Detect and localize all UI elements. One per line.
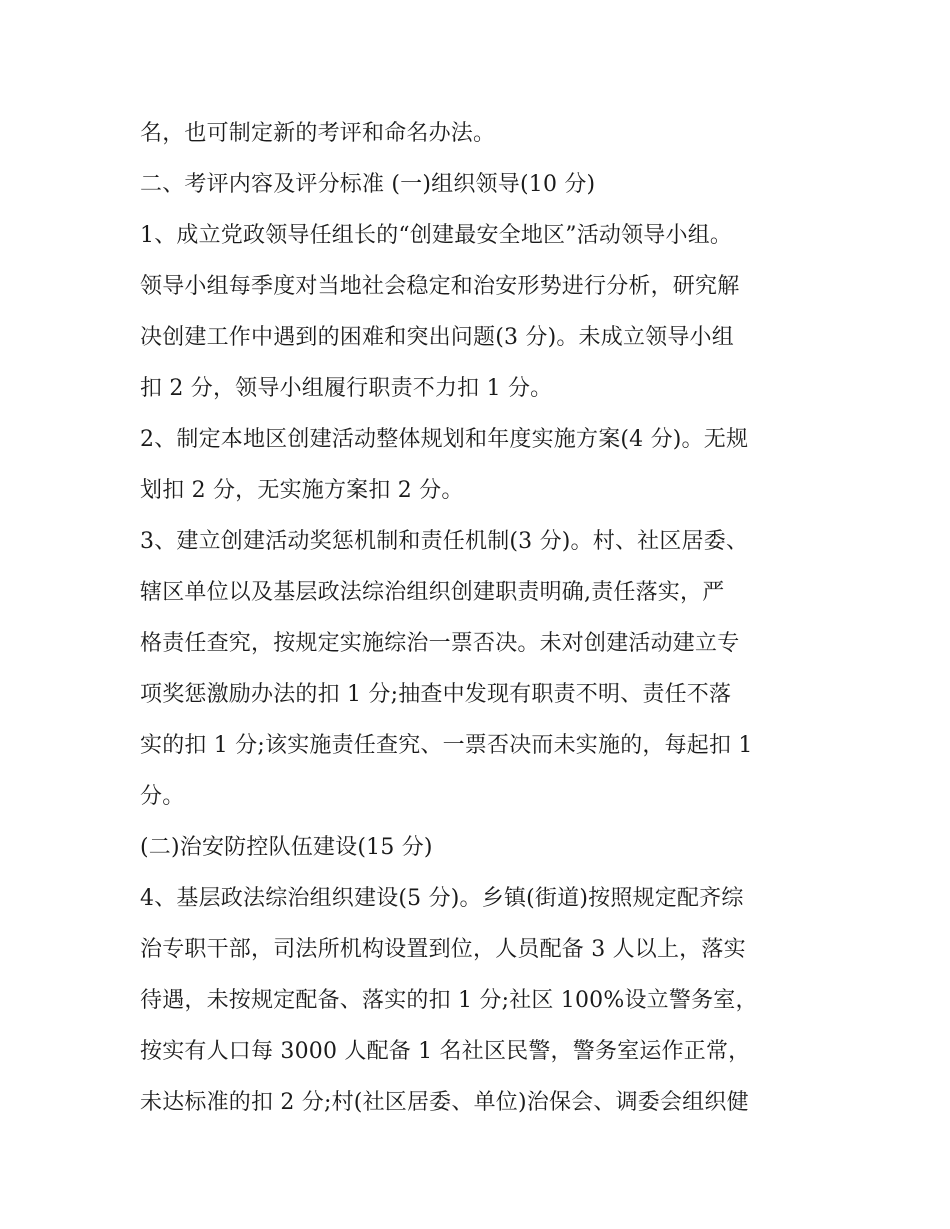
text-line: 按实有人口每 3000 人配备 1 名社区民警，警务室运作正常， bbox=[140, 1039, 751, 1064]
section-heading: (二)治安防控队伍建设(15 分) bbox=[140, 835, 433, 860]
text-line: 辖区单位以及基层政法综治组织创建职责明确,责任落实，严 bbox=[140, 580, 725, 605]
text-line: 3、建立创建活动奖惩机制和责任机制(3 分)。村、社区居委、 bbox=[140, 529, 749, 554]
text-line: 4、基层政法综治组织建设(5 分)。乡镇(街道)按照规定配齐综 bbox=[140, 886, 744, 911]
text-line: 扣 2 分，领导小组履行职责不力扣 1 分。 bbox=[140, 376, 553, 401]
text-line: 项奖惩激励办法的扣 1 分;抽查中发现有职责不明、责任不落 bbox=[140, 682, 732, 707]
text-line: 1、成立党政领导任组长的“创建最安全地区”活动领导小组。 bbox=[140, 223, 733, 248]
section-heading: 二、考评内容及评分标准 (一)组织领导(10 分) bbox=[140, 172, 596, 197]
text-line: 决创建工作中遇到的困难和突出问题(3 分)。未成立领导小组 bbox=[140, 325, 734, 350]
text-line: 未达标准的扣 2 分;村(社区居委、单位)治保会、调委会组织健 bbox=[140, 1090, 749, 1115]
text-line: 分。 bbox=[140, 784, 185, 809]
text-line: 领导小组每季度对当地社会稳定和治安形势进行分析，研究解 bbox=[140, 274, 740, 299]
text-line: 待遇，未按规定配备、落实的扣 1 分;社区 100%设立警务室， bbox=[140, 988, 758, 1013]
text-line: 名，也可制定新的考评和命名办法。 bbox=[140, 121, 496, 146]
text-line: 格责任查究，按规定实施综治一票否决。未对创建活动建立专 bbox=[140, 631, 740, 656]
text-line: 划扣 2 分，无实施方案扣 2 分。 bbox=[140, 478, 464, 503]
text-line: 2、制定本地区创建活动整体规划和年度实施方案(4 分)。无规 bbox=[140, 427, 749, 452]
document-body bbox=[140, 108, 820, 1128]
text-line: 实的扣 1 分;该实施责任查究、一票否决而未实施的，每起扣 1 bbox=[140, 733, 753, 758]
text-line: 治专职干部，司法所机构设置到位，人员配备 3 人以上，落实 bbox=[140, 937, 746, 962]
